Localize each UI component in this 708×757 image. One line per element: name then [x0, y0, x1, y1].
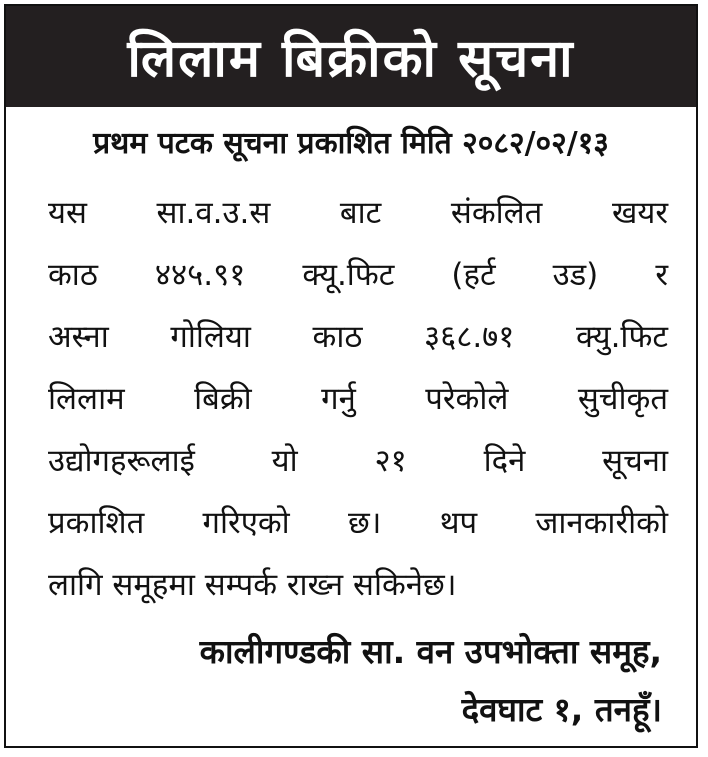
auction-notice — [4, 4, 698, 748]
publish-date-line: प्रथम पटक सूचना प्रकाशित मिति २०८२/०२/१३ — [93, 126, 609, 161]
body-line: यस सा.व.उ.स बाट संकलित खयर — [48, 195, 668, 231]
body-line: लागि समूहमा सम्पर्क राख्न सकिनेछ। — [48, 567, 457, 603]
body-line: प्रकाशित गरिएको छ। थप जानकारीको — [48, 505, 668, 541]
notice-title: लिलाम बिक्रीको सूचना — [127, 29, 575, 89]
body-line: उद्योगहरूलाई यो २१ दिने सूचना — [48, 443, 668, 479]
notice-header — [6, 6, 696, 107]
signature-organization: कालीगण्डकी सा. वन उपभोक्ता समूह, — [199, 632, 662, 671]
body-line: काठ ४४५.९१ क्यू.फिट (हर्ट उड) र — [48, 257, 668, 293]
notice-body — [48, 182, 668, 616]
body-line: लिलाम बिक्री गर्नु परेकोले सुचीकृत — [48, 381, 668, 417]
signature-address: देवघाट १, तनहूँ। — [461, 690, 662, 729]
body-line: अस्ना गोलिया काठ ३६८.७१ क्यु.फिट — [48, 319, 668, 355]
